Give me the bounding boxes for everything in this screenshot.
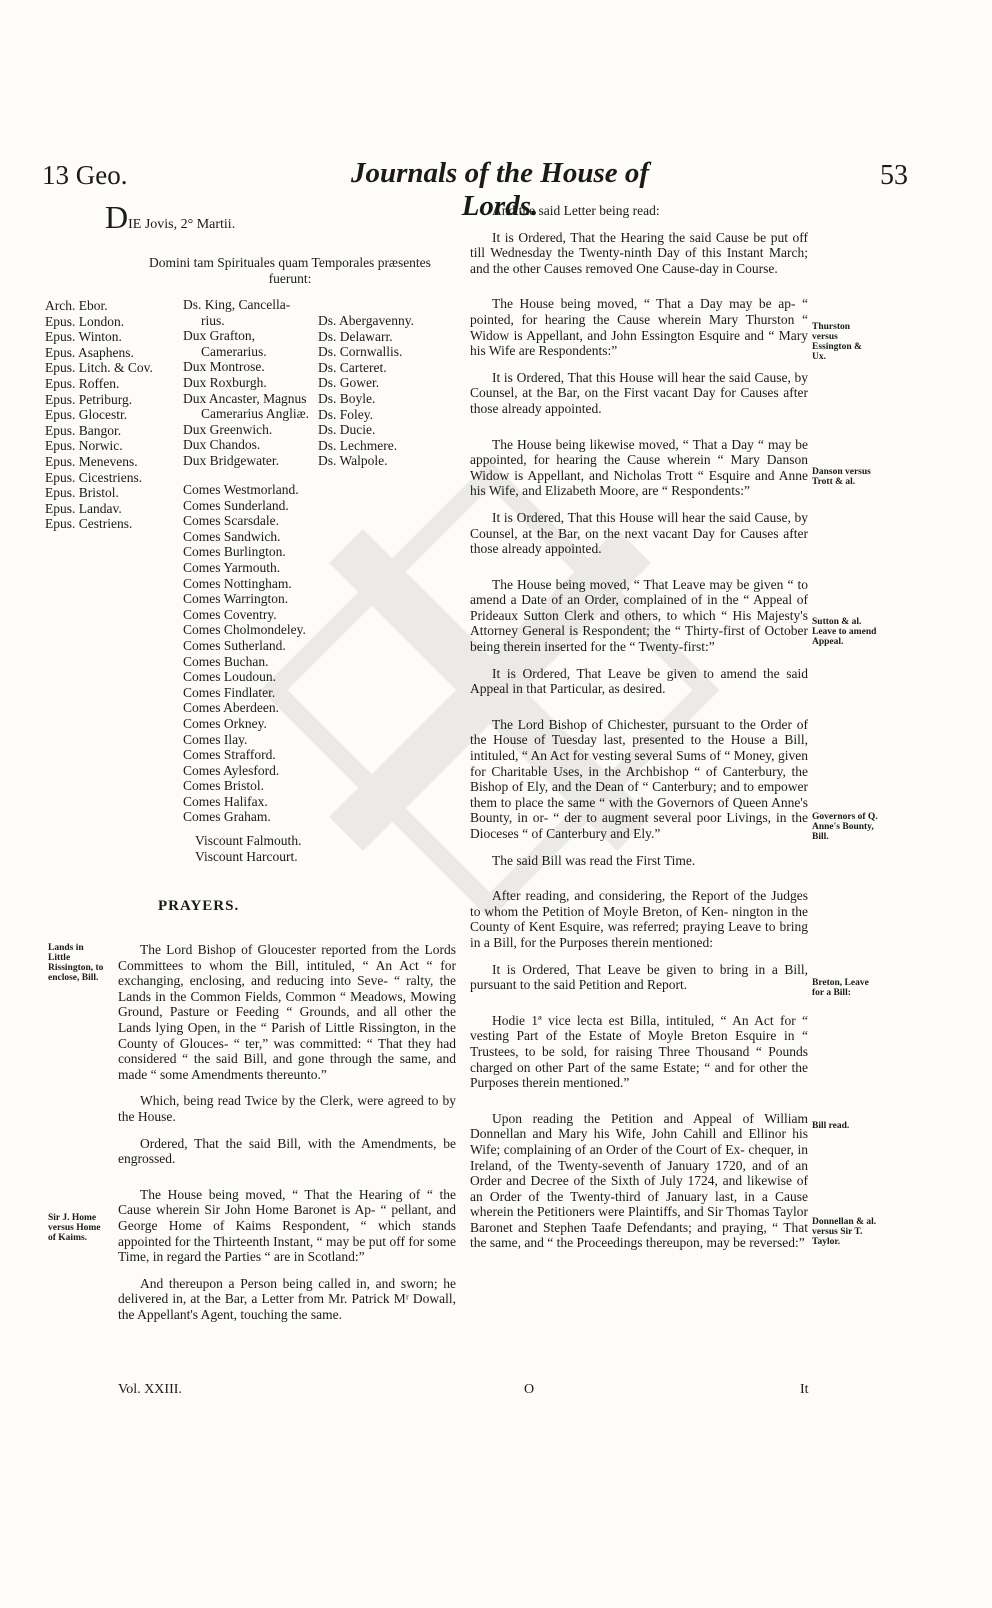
paragraph: And thereupon a Person being called in, and sworn; he delivered in, at the Bar, a Letter from Mr. Patrick Mʳ Dowall, the Appellant's Agent, touching the same. — [118, 1275, 456, 1322]
signature-mark: O — [524, 1382, 535, 1397]
viscounts-list — [195, 833, 301, 864]
paragraph: The House being moved, “ That the Hearing of “ the Cause wherein Sir John Home Baronet is Ap- “ pellant, and George Home of Kaims Respondent, “ which stands appointed for the Thirteenth Instant, “ may be put off for some Time, in regard the Parties “ are in Scotland:” — [118, 1186, 456, 1265]
paragraph: The House being likewise moved, “ That a Day “ may be appointed, for hearing the Cause wherein “ Mary Danson Widow is Appellant, and Nicholas Trott “ Esquire and Anne his Wife, and Elizabeth Moore, are “ Respondents:” — [470, 436, 808, 499]
lord-entry: Ds. Lechmere. — [318, 437, 398, 453]
lord-entry: Epus. Cicestriens. — [45, 469, 143, 485]
lord-entry: Epus. Cestriens. — [45, 516, 133, 532]
drop-cap: D — [105, 199, 129, 235]
lord-entry: Epus. Litch. & Cov. — [45, 360, 153, 376]
dukes-list — [183, 297, 309, 469]
lord-entry: Comes Sandwich. — [183, 528, 281, 544]
margin-note-thurston: Thurston versus Essington & Ux. — [812, 322, 862, 362]
lord-entry: Dux Bridgewater. — [183, 452, 279, 468]
lord-entry: Epus. London. — [45, 313, 125, 329]
lord-entry: Dux Roxburgh. — [183, 374, 267, 390]
present-line-2: fuerunt: — [268, 271, 312, 286]
lord-entry: Epus. Winton. — [45, 329, 122, 345]
lord-entry: Comes Burlington. — [183, 544, 286, 560]
paragraph: The House being moved, “ That Leave may be given “ to amend a Date of an Order, complained of in the “ Appeal of Prideaux Sutton Clerk and others, to which “ His Majesty's Attorney General is Respondent; the “ Thirty-first of October being therein inserted for the “ Twenty-first:” — [470, 576, 808, 655]
margin-note-bounty: Governors of Q. Anne's Bounty, Bill. — [812, 812, 878, 842]
lord-entry: Comes Orkney. — [183, 715, 267, 731]
paragraph: It is Ordered, That this House will hear the said Cause, by Counsel, at the Bar, on the next vacant Day for Causes after those already appointed. — [470, 509, 808, 557]
lord-entry: Ds. Abergavenny. — [318, 313, 414, 328]
paragraph: The Lord Bishop of Gloucester reported from the Lords Committees to whom the Bill, intituled, “ An Act “ for exchanging, enclosing, and reducing into Seve- “ ralty, the Lands in the Common Fields, Common “ Meadows, Mowing Ground, Pasture or Feeding “ Grounds, and all other the Lands lying Open, in the “ Parish of Little Rissington, in the County of Glouces- “ ter,” was committed: “ That they had considered “ the said Bill, and gone through the same, and made “ some Amendments thereunto.” — [118, 942, 456, 1082]
prayers-heading: PRAYERS. — [158, 898, 240, 914]
spiritual-lords-list — [45, 298, 153, 532]
lord-entry: Comes Yarmouth. — [183, 559, 281, 575]
lord-entry: Camerarius Angliæ. — [201, 406, 309, 422]
lord-entry: Comes Sunderland. — [183, 497, 289, 513]
lord-entry: Ds. Boyle. — [318, 390, 376, 406]
running-head-title: Journals of the House of Lords. — [350, 157, 650, 222]
lord-entry: Comes Bristol. — [183, 778, 265, 794]
lord-entry: Ds. King, Cancella- — [183, 297, 291, 312]
paragraph: And the said Letter being read: — [492, 203, 660, 218]
lord-entry: Ds. Carteret. — [318, 359, 387, 375]
lord-entry: Comes Aylesford. — [183, 762, 280, 778]
paragraph: Hodie 1ª vice lecta est Billa, intituled, “ An Act for “ vesting Part of the Estate of Moyle Breton Esquire in “ Trustees, to be sold, for raising Three Thousand “ Pounds charged on other Part of the same Estate; “ and for other the Purposes therein mentioned.” — [470, 1012, 808, 1091]
paragraph: Which, being read Twice by the Clerk, were agreed to by the House. — [118, 1093, 456, 1124]
left-column-text — [118, 942, 456, 1322]
lord-entry: Dux Grafton, — [183, 328, 255, 344]
lord-entry: Ds. Gower. — [318, 375, 380, 391]
lord-entry: Comes Warrington. — [183, 591, 289, 607]
margin-note-bill-read: Bill read. — [812, 1121, 850, 1131]
paragraph: Upon reading the Petition and Appeal of William Donnellan and Mary his Wife, John Cahill and Ellinor his Wife; complaining of an Order of the Court of Ex- chequer, in Ireland, of the Twenty-seventh of January 1720, and of an Order and Decree of the Sixth of July 1724, and likewise of an Order of the Twenty-third of January last, in a Cause wherein the Petitioners were Plaintiffs, and Sir Thomas Taylor Baronet and Stephen Taafe Defendants; and praying, “ That the same, and “ the Proceedings thereupon, may be reversed:” — [470, 1110, 808, 1251]
lord-entry: rius. — [201, 312, 225, 328]
lord-entry: Epus. Glocestr. — [45, 407, 128, 423]
lord-entry: Epus. Landav. — [45, 500, 122, 516]
running-head-regnal-year: 13 Geo. — [42, 160, 128, 190]
volume-label: Vol. XXIII. — [118, 1382, 182, 1397]
margin-note-breton: Breton, Leave for a Bill: — [812, 978, 869, 998]
present-line-1: Domini tam Spirituales quam Temporales præsentes — [149, 255, 431, 270]
paragraph: Ordered, That the said Bill, with the Amendments, be engrossed. — [118, 1135, 456, 1167]
lord-entry: Epus. Norwic. — [45, 438, 123, 454]
lord-entry: Comes Scarsdale. — [183, 513, 279, 529]
lord-entry: Comes Nottingham. — [183, 575, 292, 591]
lord-entry: Arch. Ebor. — [45, 298, 108, 313]
lord-entry: Ds. Delawarr. — [318, 328, 393, 344]
sitting-date-text: IE Jovis, 2° Martii. — [128, 217, 236, 232]
margin-note-sutton: Sutton & al. Leave to amend Appeal. — [812, 617, 877, 647]
right-column-text — [470, 203, 808, 1251]
paragraph: It is Ordered, That this House will hear the said Cause, by Counsel, at the Bar, on the First vacant Day for Causes after those already appointed. — [470, 369, 808, 416]
lord-entry: Comes Cholmondeley. — [183, 622, 306, 638]
lord-entry: Epus. Asaphens. — [45, 344, 134, 360]
paragraph: It is Ordered, That Leave be given to bring in a Bill, pursuant to the said Petition and Report. — [470, 961, 808, 993]
lord-entry: Viscount Harcourt. — [195, 848, 298, 864]
paragraph: The said Bill was read the First Time. — [492, 852, 696, 868]
lord-entry: Camerarius. — [201, 343, 267, 359]
paragraph: It is Ordered, That the Hearing the said Cause be put off till Wednesday the Twenty-ninth Day of this Instant March; and the other Causes removed One Cause-day in Course. — [470, 229, 808, 276]
lord-entry: Comes Ilay. — [183, 731, 248, 747]
present-heading — [120, 255, 460, 287]
margin-note-donnellan: Donnellan & al. versus Sir T. Taylor. — [812, 1217, 877, 1247]
lord-entry: Dux Chandos. — [183, 437, 261, 453]
lord-entry: Ds. Cornwallis. — [318, 344, 403, 360]
barons-list — [318, 313, 414, 469]
margin-note-rissington: Lands in Little Rissington, to enclose, Bill. — [48, 943, 104, 983]
catchword: It — [800, 1382, 809, 1397]
earls-list — [183, 482, 306, 825]
lord-entry: Epus. Petriburg. — [45, 391, 133, 407]
lord-entry: Epus. Menevens. — [45, 453, 138, 469]
lord-entry: Viscount Falmouth. — [195, 833, 302, 848]
lord-entry: Comes Loudoun. — [183, 669, 276, 685]
lord-entry: Comes Graham. — [183, 809, 271, 825]
margin-note-home: Sir J. Home versus Home of Kaims. — [48, 1213, 101, 1243]
sitting-date — [105, 199, 236, 235]
paragraph: It is Ordered, That Leave be given to amend the said Appeal in that Particular, as desired. — [470, 665, 808, 697]
page-number: 53 — [880, 160, 908, 191]
lord-entry: Ds. Foley. — [318, 406, 374, 422]
lord-entry: Comes Findlater. — [183, 684, 276, 700]
lord-entry: Comes Coventry. — [183, 606, 277, 622]
lord-entry: Comes Buchan. — [183, 653, 269, 669]
lord-entry: Comes Sutherland. — [183, 637, 286, 653]
lord-entry: Ds. Ducie. — [318, 422, 376, 438]
paragraph: The Lord Bishop of Chichester, pursuant to the Order of the House of Tuesday last, presented to the House a Bill, intituled, “ An Act for vesting several Sums of “ Money, given for Charitable Uses, in the Archbishop “ of Canterbury, the Bishop of Ely, and the Dean of “ Canterbury; and to empower them to place the same “ with the Governors of Queen Anne's Bounty, in or- “ der to augment several poor Livings, in the Dioceses “ of Canterbury and Ely.” — [470, 716, 808, 841]
lord-entry: Epus. Bristol. — [45, 485, 119, 501]
margin-note-danson: Danson versus Trott & al. — [812, 467, 871, 487]
lord-entry: Epus. Bangor. — [45, 422, 122, 438]
lord-entry: Comes Aberdeen. — [183, 700, 279, 716]
lord-entry: Comes Westmorland. — [183, 482, 299, 497]
lord-entry: Dux Montrose. — [183, 359, 265, 375]
paragraph: After reading, and considering, the Report of the Judges to whom the Petition of Moyle Breton, of Ken- nington in the County of Kent Esquire, was referred; praying Leave to bring in a Bill, for the Purposes therein mentioned: — [470, 888, 808, 950]
lord-entry: Comes Strafford. — [183, 747, 276, 763]
lord-entry: Ds. Walpole. — [318, 453, 388, 469]
lord-entry: Epus. Roffen. — [45, 375, 120, 391]
lord-entry: Dux Ancaster, Magnus — [183, 390, 307, 406]
paragraph: The House being moved, “ That a Day may be ap- “ pointed, for hearing the Cause wherein Mary Thurston “ Widow is Appellant, and John Essington Esquire and “ Mary his Wife are Respondents:” — [470, 296, 808, 359]
lord-entry: Dux Greenwich. — [183, 421, 273, 437]
lord-entry: Comes Halifax. — [183, 793, 268, 809]
